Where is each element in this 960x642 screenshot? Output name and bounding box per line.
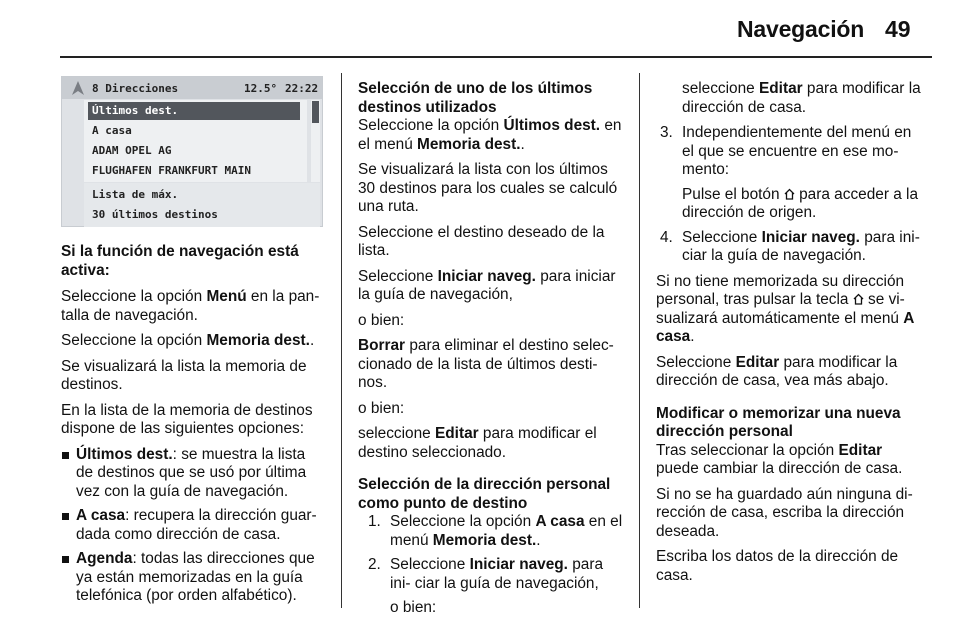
section-heading: Modificar o memorizar una nueva dirección personal	[656, 404, 901, 440]
screen-temperature: 12.5°	[244, 82, 278, 95]
paragraph: Tras seleccionar la opción Editar puede cambiar la dirección de casa.	[656, 441, 903, 477]
paragraph: seleccione Editar para modificar el destino seleccionado.	[358, 425, 597, 461]
list-item: Últimos dest.: se muestra la lista de destinos que se usó por última vez con la guía de navegación.	[61, 446, 326, 502]
screen-title: 8 Direcciones	[92, 82, 179, 95]
header-divider	[60, 56, 932, 58]
page-number: 49	[885, 16, 911, 42]
screen-scrollbar-thumb[interactable]	[312, 101, 319, 123]
paragraph: Seleccione Editar para modificar la dirección de casa, vea más abajo.	[656, 353, 898, 389]
list-item: A casa: recupera la dirección guar- dada como dirección de casa.	[61, 507, 326, 544]
list-item: 3. Independientemente del menú en el que se encuentre en ese mo- mento: Pulse el botón para acceder a la dirección de origen.	[660, 124, 919, 221]
paragraph: Seleccione el destino deseado de la lista.	[358, 223, 605, 259]
screen-list-item[interactable]: Últimos dest.	[88, 102, 300, 120]
screen-list-item[interactable]: Lista de máx.	[92, 188, 179, 201]
steps-list	[368, 513, 624, 618]
column-divider-2	[639, 73, 640, 608]
paragraph: En la lista de la memoria de destinos dispone de las siguientes opciones:	[61, 401, 313, 437]
steps-list	[660, 124, 924, 266]
screen-list-item[interactable]: ADAM OPEL AG	[92, 144, 172, 157]
navigation-arrow-icon	[72, 81, 84, 95]
paragraph: o bien:	[358, 399, 405, 417]
paragraph: Seleccione la opción Últimos dest. en el menú Memoria dest..	[358, 117, 622, 153]
paragraph: Seleccione la opción Memoria dest..	[61, 332, 315, 349]
screen-scrollbar[interactable]	[311, 100, 320, 182]
paragraph: Si no se ha guardado aún ninguna di- rección de casa, escriba la dirección deseada.	[656, 485, 913, 540]
list-item: 1. Seleccione la opción A casa en el menú Memoria dest..	[368, 513, 623, 549]
paragraph: Seleccione Iniciar naveg. para iniciar la guía de navegación,	[358, 267, 616, 303]
list-item: Agenda: todas las direcciones que ya están memorizadas en la guía telefónica (por orden alfabético).	[61, 550, 326, 606]
screen-lower-list	[84, 183, 320, 227]
paragraph: Se visualizará la lista con los últimos 30 destinos para los cuales se calculó una ruta.	[358, 161, 618, 215]
screen-list-item[interactable]: A casa	[92, 124, 132, 137]
navigation-screen-image	[61, 76, 323, 227]
column-1	[61, 243, 326, 613]
screen-destination-list	[84, 100, 307, 182]
home-icon	[784, 188, 795, 200]
screen-list-item[interactable]: FLUGHAFEN FRANKFURT MAIN	[92, 164, 251, 177]
column-2	[358, 80, 624, 625]
screen-list-item[interactable]: 30 últimos destinos	[92, 208, 218, 221]
paragraph: Borrar para eliminar el destino selec- cionado de la lista de últimos desti- nos.	[358, 337, 614, 391]
home-icon	[853, 293, 864, 305]
screen-title-bar	[62, 77, 322, 99]
screen-time: 22:22	[285, 82, 319, 95]
section-heading: Selección de uno de los últimos destinos utilizados	[358, 80, 593, 116]
list-item: 2. Seleccione Iniciar naveg. para ini- ciar la guía de navegación, o bien:	[368, 556, 604, 616]
section-heading: Si la función de navegación está activa:	[61, 243, 299, 279]
options-list	[61, 446, 326, 606]
paragraph: Si no tiene memorizada su dirección personal, tras pulsar la tecla se vi- sualizará automáticamente el menú A casa.	[656, 272, 914, 345]
paragraph: Seleccione la opción Menú en la pan- talla de navegación.	[61, 288, 320, 324]
paragraph: seleccione Editar para modificar la dirección de casa.	[682, 80, 921, 116]
paragraph: o bien:	[358, 311, 405, 329]
column-3	[656, 80, 924, 592]
section-heading: Selección de la dirección personal como punto de destino	[358, 476, 611, 512]
paragraph: Escriba los datos de la dirección de casa.	[656, 548, 899, 584]
list-item: 4. Seleccione Iniciar naveg. para ini- ciar la guía de navegación.	[660, 228, 920, 264]
paragraph: Se visualizará la lista la memoria de destinos.	[61, 357, 307, 393]
column-divider-1	[341, 73, 342, 608]
page-title: Navegación	[737, 16, 865, 42]
